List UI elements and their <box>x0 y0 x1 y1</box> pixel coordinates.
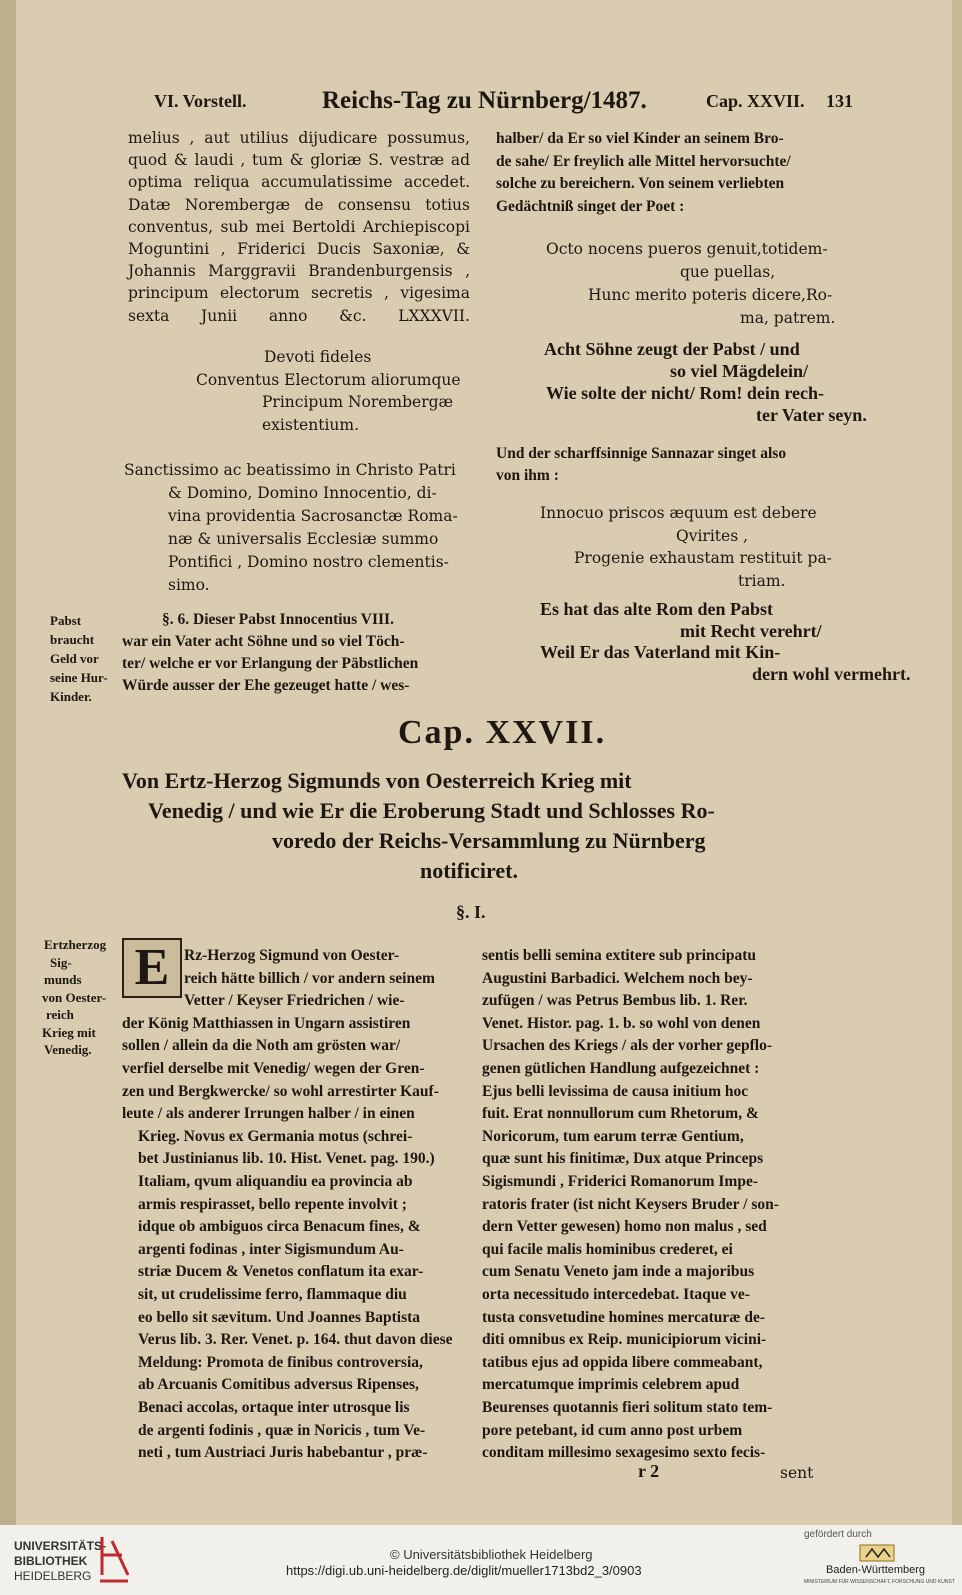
text-line: Und der scharffsinnige Sannazar singet also <box>496 445 787 462</box>
margin-line: Ertzherzog <box>44 937 107 952</box>
text-line: mit Recht verehrt/ <box>680 620 822 641</box>
text-line: existentium. <box>262 415 360 434</box>
text-line: Qvirites , <box>676 526 748 545</box>
text-line: Pontifici , Domino nostro clementis- <box>168 553 449 571</box>
text-line: Meldung: Promota de finibus controversia, <box>138 1353 423 1371</box>
text-line: Venet. Histor. pag. 1. b. so wohl von denen <box>482 1014 761 1032</box>
text-line: leute / als anderer Irrungen halber / in einen <box>122 1105 415 1123</box>
text-line: so viel Mägdelein/ <box>670 361 808 381</box>
text-line: verfiel derselbe mit Venedig/ wegen der Gren- <box>122 1060 425 1077</box>
text-line: Sanctissimo ac beatissimo in Christo Patri <box>124 461 456 479</box>
text-line: optima reliqua accumulatissime accedet. <box>128 173 470 192</box>
text-line: de sahe/ Er freylich alle Mittel hervorsuchte/ <box>496 152 791 170</box>
text-line: diti omnibus ex Reip. municipiorum vicini- <box>482 1331 767 1349</box>
text-line: simo. <box>168 576 210 594</box>
text-line: ab Arcuanis Comitibus adversus Ripenses, <box>138 1376 419 1394</box>
text-line: Ejus belli levissima de causa initium hoc <box>482 1082 749 1100</box>
page-gutter-shadow <box>0 0 16 1525</box>
margin-line: reich <box>46 1007 74 1022</box>
text-line: quæ sunt his finitimæ, Dux atque Princeps <box>482 1150 764 1168</box>
text-line: Krieg. Novus ex Germania motus (schrei- <box>138 1127 413 1145</box>
margin-line: Geld vor <box>50 651 99 666</box>
text-line: zen und Bergkwercke/ so wohl arrestirter Kauf- <box>122 1082 439 1100</box>
signature-mark: r 2 <box>638 1461 660 1481</box>
library-logo-icon <box>98 1535 132 1585</box>
margin-line: seine Hur- <box>50 670 108 685</box>
margin-line: Venedig. <box>44 1042 92 1057</box>
text-line: Wie solte der nicht/ Rom! dein rech- <box>546 383 824 403</box>
text-line: ter/ welche er vor Erlangung der Päbstlichen <box>122 655 419 672</box>
text-line: Noricorum, tum earum terræ Gentium, <box>482 1127 744 1145</box>
text-line: Beurenses quotannis fieri solitum stato tem- <box>482 1399 773 1416</box>
text-line: halber/ da Er so viel Kinder an seinem Bro- <box>496 130 784 147</box>
funder-name: Baden-Württemberg <box>826 1564 926 1576</box>
text-line: Es hat das alte Rom den Pabst <box>540 599 774 619</box>
title-line: Von Ertz-Herzog Sigmunds von Oesterreich Krieg mit <box>122 768 632 793</box>
page-number: 131 <box>826 91 853 111</box>
text-line: sexta Junii anno &c. LXXXVII. <box>128 306 470 325</box>
text-line: reich hätte billich / vor andern seinem <box>184 969 435 987</box>
chapter-label: Cap. XXVII. <box>398 714 607 751</box>
funder-subtitle: MINISTERIUM FÜR WISSENSCHAFT, FORSCHUNG UND KUNST <box>804 1579 955 1585</box>
text-line: de argenti fodinis , quæ in Noricis , tum Ve- <box>138 1421 426 1439</box>
text-line: solche zu bereichern. Von seinem verliebten <box>496 175 785 192</box>
text-line: dern Vetter gewesen) homo non malus , sed <box>482 1218 767 1236</box>
margin-line: Pabst <box>50 613 82 628</box>
library-name-2: BIBLIOTHEK <box>14 1554 88 1568</box>
text-line: principum electorum secretis , vigesima <box>128 284 470 303</box>
text-line: fuit. Erat nonnullorum cum Rhetorum, & <box>482 1105 759 1123</box>
text-line: bet Justinianus lib. 10. Hist. Venet. pag. 190.) <box>138 1150 435 1168</box>
page-edge-shadow <box>952 0 962 1525</box>
margin-line: Kinder. <box>50 689 92 704</box>
text-line: næ & universalis Ecclesiæ summo <box>168 530 439 548</box>
text-line: Sigismundi , Friderici Romanorum Impe- <box>482 1173 758 1190</box>
title-line: voredo der Reichs-Versammlung zu Nürnberg <box>272 828 706 853</box>
text-line: Ursachen des Kriegs / als der vorher gepflo- <box>482 1037 773 1055</box>
text-line: §. 6. Dieser Pabst Innocentius VIII. <box>162 611 394 628</box>
text-line: Rz-Herzog Sigmund von Oester- <box>184 947 400 964</box>
text-line: genen gütlichen Handlung aufgezeichnet : <box>482 1060 760 1077</box>
text-line: qui facile malis hominibus crederet, ei <box>482 1240 733 1258</box>
dropcap: E <box>122 938 182 998</box>
text-line: der König Matthiassen in Ungarn assistiren <box>122 1014 411 1032</box>
text-line: ter Vater seyn. <box>756 405 867 425</box>
text-line: dern wohl vermehrt. <box>752 663 911 684</box>
text-line: cum Senatu Veneto jam inde a majoribus <box>482 1263 755 1281</box>
text-line: que puellas, <box>680 263 776 281</box>
title-line: notificiret. <box>420 858 518 883</box>
text-line: Principum Norembergæ <box>262 393 454 411</box>
section-mark: §. I. <box>456 902 486 922</box>
text-line: neti , tum Austriaci Juris habebantur , præ- <box>138 1444 428 1462</box>
margin-line: Sig- <box>50 954 72 970</box>
text-line: conventus, sub mei Bertoldi Archiepiscopi <box>128 217 470 236</box>
text-line: Datæ Norembergæ de consensu totius <box>128 195 470 214</box>
funder-crest-icon <box>858 1543 896 1563</box>
header-left: VI. Vorstell. <box>154 91 247 111</box>
permalink[interactable]: https://digi.ub.uni-heidelberg.de/diglit/mueller1713bd2_3/0903 <box>286 1563 642 1578</box>
text-line: Innocuo priscos æquum est debere <box>540 504 817 522</box>
text-line: tatibus ejus ad oppida libere commeabant, <box>482 1353 763 1371</box>
text-line: war ein Vater acht Söhne und so viel Töch- <box>122 633 405 650</box>
text-line: mercatumque imprimis celebrem apud <box>482 1376 740 1394</box>
text-line: Verus lib. 3. Rer. Venet. p. 164. thut davon diese <box>138 1331 453 1349</box>
text-line: melius , aut utilius dijudicare possumus, <box>128 129 470 147</box>
copyright-text: © Universitätsbibliothek Heidelberg <box>390 1547 593 1562</box>
text-line: ratoris frater (ist nicht Keysers Bruder / son- <box>482 1195 779 1213</box>
text-line: Moguntini , Friderici Ducis Saxoniæ, & <box>128 240 470 258</box>
text-line: tusta consvetudine homines mercaturæ de- <box>482 1308 766 1326</box>
text-line: eo bello sit sævitum. Und Joannes Baptista <box>138 1308 421 1326</box>
text-line: Weil Er das Vaterland mit Kin- <box>540 642 781 662</box>
text-line: Progenie exhaustam restituit pa- <box>574 549 832 567</box>
margin-line: braucht <box>50 632 95 647</box>
text-line: argenti fodinas , inter Sigismundum Au- <box>138 1240 404 1258</box>
text-line: Hunc merito poteris dicere,Ro- <box>588 286 833 304</box>
text-line: Gedächtniß singet der Poet : <box>496 197 685 215</box>
footer-bar <box>0 1525 962 1595</box>
text-line: zufügen / was Petrus Bembus lib. 1. Rer. <box>482 992 748 1010</box>
text-line: armis respirasset, bello repente involvit ; <box>138 1195 407 1213</box>
text-line: Italiam, qvum aliquandiu ea provincia ab <box>138 1173 413 1190</box>
text-line: & Domino, Domino Innocentio, di- <box>168 484 437 502</box>
text-line: striæ Ducem & Venetos conflatum ita exar- <box>138 1263 424 1281</box>
text-line: orta necessitudo intercedebat. Itaque ve- <box>482 1286 750 1303</box>
text-line: sentis belli semina extitere sub principatu <box>482 947 756 964</box>
text-line: sit, ut crudelissime ferro, flammaque diu <box>138 1286 407 1303</box>
margin-line: munds <box>44 972 82 987</box>
text-line: conditam millesimo sexagesimo sexto fecis- <box>482 1444 766 1462</box>
text-line: Devoti fideles <box>264 348 372 366</box>
text-line: Benaci accolas, ortaque inter utrosque lis <box>138 1399 410 1416</box>
text-line: sollen / allein da die Noth am grösten war/ <box>122 1037 401 1055</box>
text-line: idque ob ambiguos circa Benacum fines, & <box>138 1218 421 1236</box>
margin-line: von Oester- <box>42 989 107 1005</box>
header-title: Reichs-Tag zu Nürnberg/1487. <box>322 87 647 114</box>
header-chapter: Cap. XXVII. <box>706 91 805 111</box>
text-line: pore petebant, id cum anno post urbem <box>482 1421 743 1439</box>
funded-by-label: gefördert durch <box>804 1529 872 1540</box>
text-line: Johannis Marggravii Brandenburgensis , <box>128 262 470 281</box>
text-line: Würde ausser der Ehe gezeuget hatte / wes- <box>122 677 410 694</box>
text-line: Octo nocens pueros genuit,totidem- <box>546 240 828 258</box>
text-line: Acht Söhne zeugt der Pabst / und <box>544 339 800 359</box>
title-line: Venedig / und wie Er die Eroberung Stadt und Schlosses Ro- <box>148 798 715 823</box>
text-line: Vetter / Keyser Friedrichen / wie- <box>184 992 405 1010</box>
library-name-1: UNIVERSITÄTS- <box>14 1539 107 1553</box>
catchword: sent <box>780 1464 814 1482</box>
text-line: Conventus Electorum aliorumque <box>196 370 461 389</box>
text-line: vina providentia Sacrosanctæ Roma- <box>168 507 458 525</box>
text-line: triam. <box>738 571 786 590</box>
library-name-3: HEIDELBERG <box>14 1569 92 1583</box>
text-line: von ihm : <box>496 467 559 484</box>
text-line: quod & laudi , tum & gloriæ S. vestræ ad <box>128 151 470 170</box>
text-line: ma, patrem. <box>740 309 836 327</box>
margin-line: Krieg mit <box>42 1024 96 1040</box>
text-line: Augustini Barbadici. Welchem noch bey- <box>482 969 753 987</box>
